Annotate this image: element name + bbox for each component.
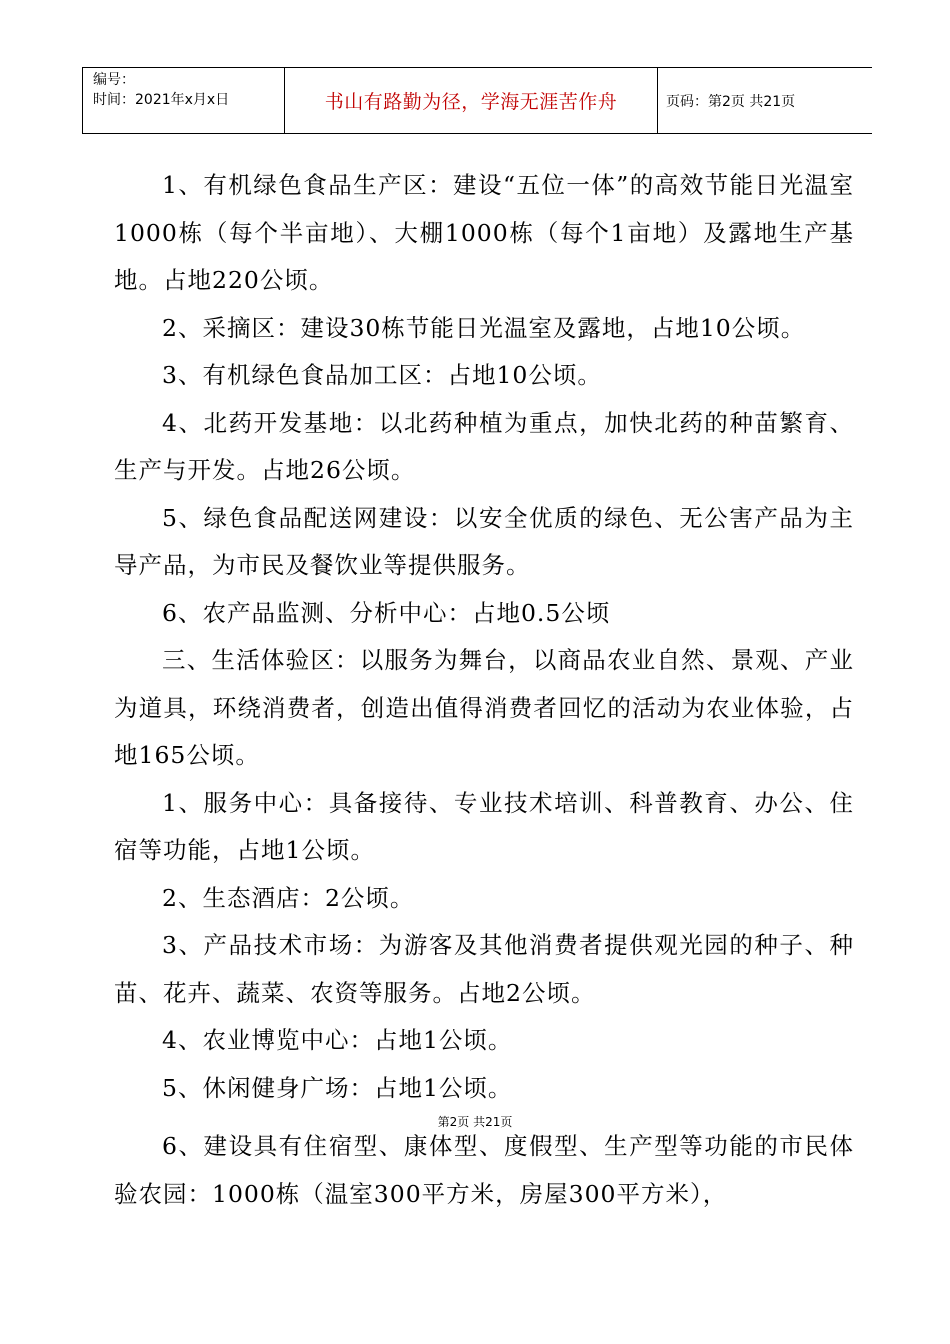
paragraph: 5、休闲健身广场：占地1公顷。 [162, 1073, 513, 1102]
paragraph: 6、建设具有住宿型、康体型、度假型、生产型等功能的市民体验农园：1000栋（温室300平方米，房屋300平方米）， [114, 1132, 854, 1208]
paragraph: 1、有机绿色食品生产区：建设“五位一体”的高效节能日光温室1000栋（每个半亩地）、大棚1000栋（每个1亩地）及露地生产基地。占地220公顷。 [114, 171, 854, 294]
document-number: 编号： [93, 72, 135, 88]
continued-body [114, 1123, 854, 1218]
page-footer: 第2页 共21页 [437, 1115, 513, 1129]
section-heading-paragraph: 三、生活体验区：以服务为舞台，以商品农业自然、景观、产业为道具，环绕消费者，创造出值得消费者回忆的活动为农业体验，占地165公顷。 [114, 646, 854, 769]
paragraph: 3、有机绿色食品加工区：占地10公顷。 [162, 361, 602, 389]
header-motto: 书山有路勤为径，学海无涯苦作舟 [285, 68, 658, 133]
header-meta [83, 68, 285, 133]
paragraph: 5、绿色食品配送网建设：以安全优质的绿色、无公害产品为主导产品，为市民及餐饮业等提供服务。 [114, 503, 854, 579]
document-body [114, 162, 854, 1112]
paragraph: 2、采摘区：建设30栋节能日光温室及露地，占地10公顷。 [162, 313, 806, 342]
paragraph: 6、农产品监测、分析中心：占地0.5公顷 [162, 598, 611, 627]
header-page-info: 页码：第2页 共21页 [666, 93, 796, 110]
paragraph: 4、北药开发基地：以北药种植为重点，加快北药的种苗繁育、生产与开发。占地26公顷。 [114, 408, 854, 484]
paragraph: 2、生态酒店：2公顷。 [162, 883, 415, 912]
paragraph: 4、农业博览中心：占地1公顷。 [162, 1026, 513, 1054]
document-date: 时间：2021年x月x日 [93, 92, 230, 108]
paragraph: 3、产品技术市场：为游客及其他消费者提供观光园的种子、种苗、花卉、蔬菜、农资等服务。占地2公顷。 [114, 931, 854, 1007]
document-header [82, 67, 872, 134]
paragraph: 1、服务中心：具备接待、专业技术培训、科普教育、办公、住宿等功能，占地1公顷。 [114, 788, 854, 864]
